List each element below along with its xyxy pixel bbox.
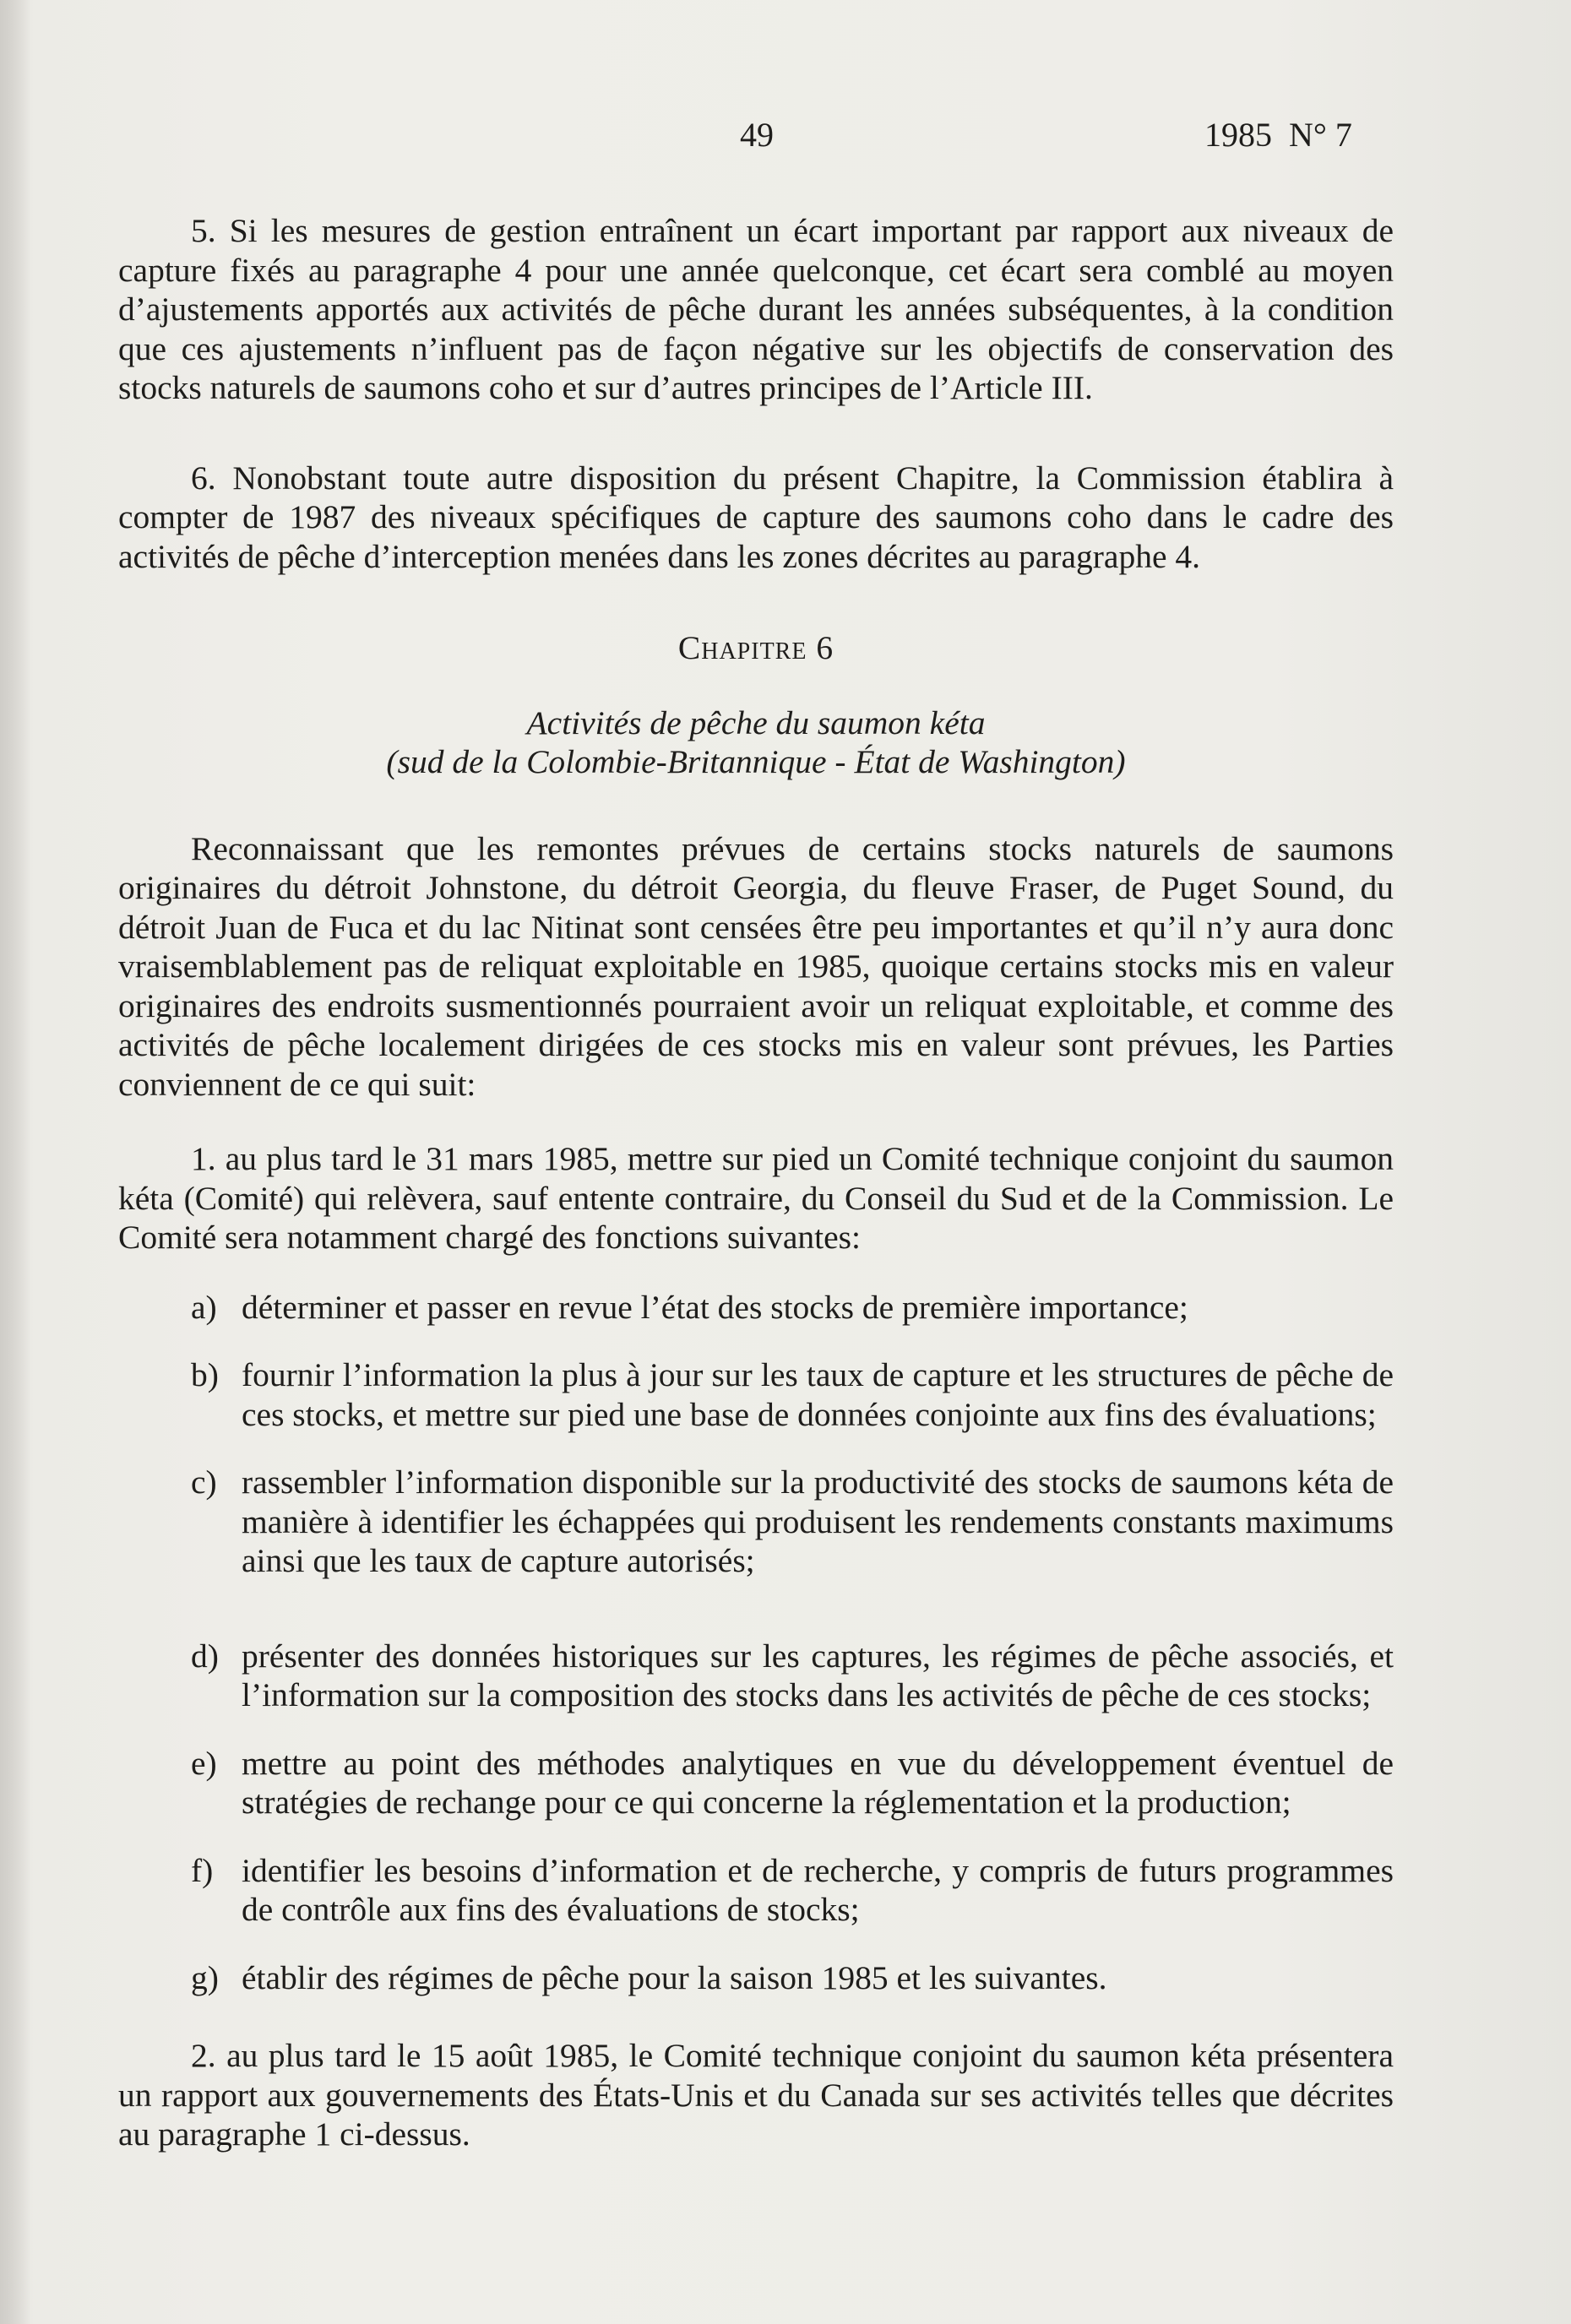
function-list xyxy=(118,1288,1394,1998)
page-header xyxy=(0,115,1571,157)
list-item-a xyxy=(118,1288,1394,1328)
list-marker: c) xyxy=(191,1463,217,1501)
list-item-b xyxy=(118,1355,1394,1434)
list-item-text: rassembler l’information disponible sur la productivité des stocks de saumons kéta de manière à identifier les échappées qui produisent les rendements constants maximums ainsi que les taux de capture autorisés; xyxy=(242,1463,1394,1579)
chapter-subtitle xyxy=(118,703,1394,782)
list-item-text: déterminer et passer en revue l’état des stocks de première importance; xyxy=(242,1288,1188,1326)
list-item-g xyxy=(118,1958,1394,1998)
list-item-text: fournir l’information la plus à jour sur les taux de capture et les structures de pêche de ces stocks, et mettre sur pied une base de données conjointe aux fins des évaluations; xyxy=(242,1356,1394,1433)
chapter-subtitle-line-2: (sud de la Colombie-Britannique - État de Washington) xyxy=(386,743,1126,780)
page-number: 49 xyxy=(740,116,774,154)
list-item-c xyxy=(118,1463,1394,1581)
list-marker: b) xyxy=(191,1356,219,1393)
list-item-d xyxy=(118,1637,1394,1715)
list-marker: f) xyxy=(191,1851,214,1889)
list-marker: a) xyxy=(191,1288,217,1326)
list-marker: e) xyxy=(191,1744,217,1782)
list-marker: d) xyxy=(191,1637,219,1675)
body-text xyxy=(118,211,1394,2154)
list-item-text: présenter des données historiques sur les captures, les régimes de pêche associés, et l’information sur la composition des stocks dans les activités de pêche de ces stocks; xyxy=(242,1637,1394,1713)
list-item-e xyxy=(118,1744,1394,1822)
chapter-subtitle-line-1: Activités de pêche du saumon kéta xyxy=(526,703,986,741)
list-marker: g) xyxy=(191,1958,219,1996)
preamble-paragraph: Reconnaissant que les remontes prévues de certains stocks naturels de saumons originaires du détroit Johnstone, du détroit Georgia, du fleuve Fraser, de Puget Sound, du détroit Juan de Fuca et du lac Nitinat sont censées être peu importantes et qu’il n’y aura donc vraisemblablement pas de reliquat exploitable en 1985, quoique certains stocks mis en valeur originaires des endroits susmentionnés pourraient avoir un reliquat exploitable, et comme des activités de pêche localement dirigées de ces stocks mis en valeur sont prévues, les Parties conviennent de ce qui suit: xyxy=(118,829,1394,1103)
list-item-text: mettre au point des méthodes analytiques en vue du développement éventuel de stratégies de rechange pour ce qui concerne la réglementation et la production; xyxy=(242,1744,1394,1821)
list-item-f xyxy=(118,1851,1394,1930)
issue-reference: 1985 N° 7 xyxy=(1204,116,1352,154)
binding-shadow xyxy=(0,0,30,2324)
list-item-text: identifier les besoins d’information et de recherche, y compris de futurs programmes de contrôle aux fins des évaluations de stocks; xyxy=(242,1851,1394,1928)
paragraph-6: 6. Nonobstant toute autre disposition du présent Chapitre, la Commission établira à compter de 1987 des niveaux spécifiques de capture des saumons coho dans le cadre des activités de pêche d’interception menées dans les zones décrites au paragraphe 4. xyxy=(118,459,1394,575)
point-1-paragraph: 1. au plus tard le 31 mars 1985, mettre sur pied un Comité technique conjoint du saumon kéta (Comité) qui relèvera, sauf entente contraire, du Conseil du Sud et de la Commission. Le Comité sera notamment chargé des fonctions suivantes: xyxy=(118,1140,1394,1256)
paragraph-5: 5. Si les mesures de gestion entraînent un écart important par rapport aux niveaux de capture fixés au paragraphe 4 pour une année quelconque, cet écart sera comblé au moyen d’ajustements apportés aux activités de pêche durant les années subséquentes, à la condition que ces ajustements n’influent pas de façon négative sur les objectifs de conservation des stocks naturels de saumons coho et sur d’autres principes de l’Article III. xyxy=(118,212,1394,406)
chapter-heading: Chapitre 6 xyxy=(677,629,834,666)
list-item-text: établir des régimes de pêche pour la saison 1985 et les suivantes. xyxy=(242,1958,1107,1996)
point-2-paragraph: 2. au plus tard le 15 août 1985, le Comité technique conjoint du saumon kéta présentera un rapport aux gouvernements des États-Unis et du Canada sur ses activités telles que décrites au paragraphe 1 ci-dessus. xyxy=(118,2037,1394,2153)
